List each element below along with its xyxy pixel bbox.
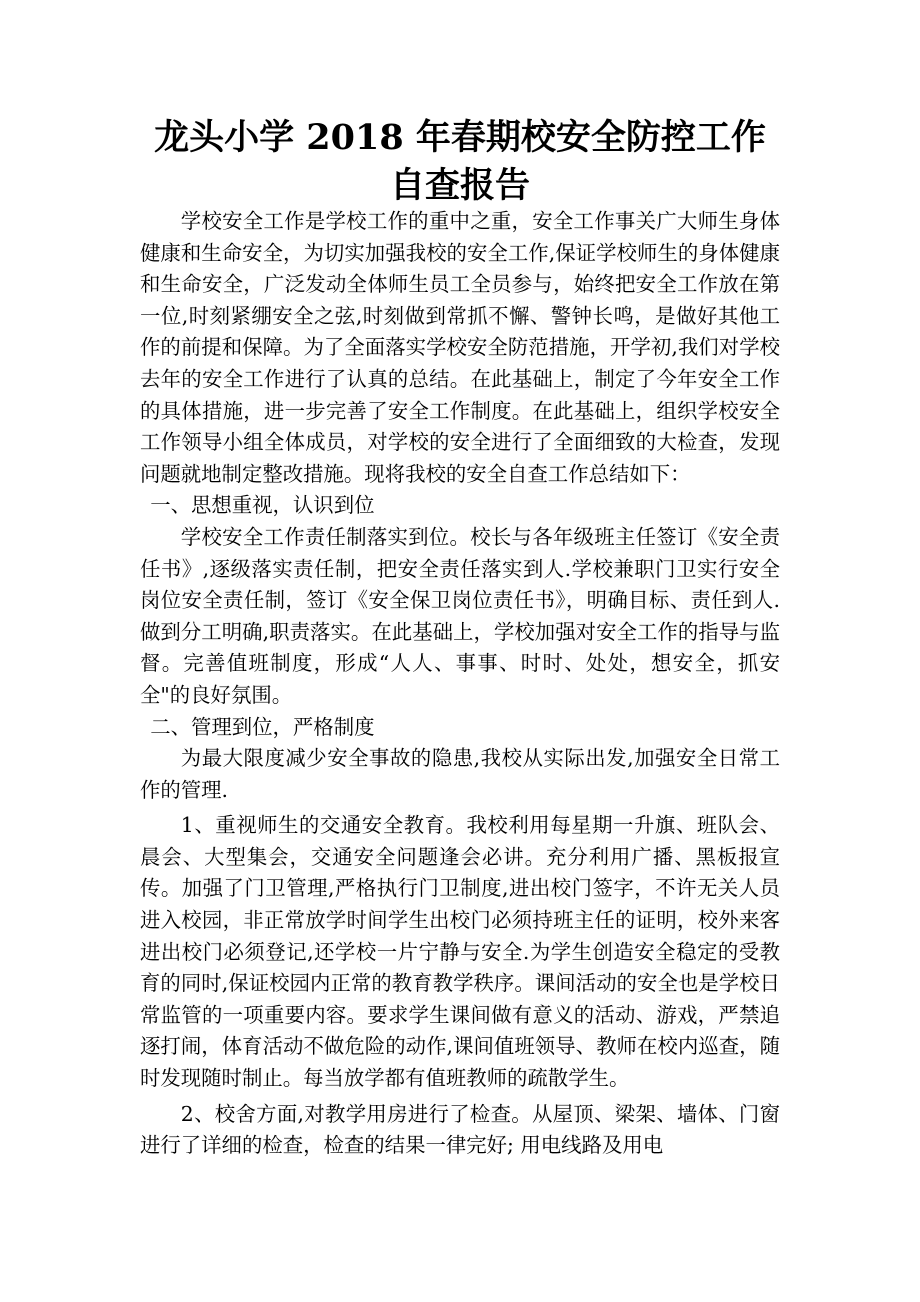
section-heading-2: 二、管理到位，严格制度 — [150, 714, 375, 739]
intro-paragraph: 学校安全工作是学校工作的重中之重，安全工作事关广大师生身体健康和生命安全，为切实加强我校的安全工作,保证学校师生的身体健康和生命安全，广泛发动全体师生员工全员参与，始终把安全工作放在第一位,时刻紧绷安全之弦,时刻做到常抓不懈、警钟长鸣，是做好其他工作的前提和保障。为了全面落实学校安全防范措施，开学初,我们对学校去年的安全工作进行了认真的总结。在此基础上，制定了今年安全工作的具体措施，进一步完善了安全工作制度。在此基础上，组织学校安全工作领导小组全体成员，对学校的安全进行了全面细致的大检查，发现问题就地制定整改措施。现将我校的安全自查工作总结如下： — [140, 209, 780, 486]
numbered-paragraph-2: 2、校舍方面,对教学用房进行了检查。从屋顶、梁架、墙体、门窗进行了详细的检查，检查的结果一律完好; 用电线路及用电 — [140, 1101, 780, 1158]
document-title-line-1: 龙头小学 2018 年春期校安全防控工作 — [154, 117, 766, 158]
numbered-paragraph-1: 1、重视师生的交通安全教育。我校利用每星期一升旗、班队会、晨会、大型集会，交通安全问题逢会必讲。充分利用广播、黑板报宣传。加强了门卫管理,严格执行门卫制度,进出校门签字，不许无关人员进入校园，非正常放学时间学生出校门必须持班主任的证明，校外来客进出校门必须登记,还学校一片宁静与安全.为学生创造安全稳定的受教育的同时,保证校园内正常的教育教学秩序。课间活动的安全也是学校日常监管的一项重要内容。要求学生课间做有意义的活动、游戏，严禁追逐打闹，体育活动不做危险的动作,课间值班领导、教师在校内巡查，随时发现随时制止。每当放学都有值班教师的疏散学生。 — [140, 813, 780, 1091]
section-heading-1: 一、思想重视，认识到位 — [150, 493, 375, 518]
document-title-line-2: 自查报告 — [389, 165, 530, 206]
body-paragraph: 学校安全工作责任制落实到位。校长与各年级班主任签订《安全责任书》,逐级落实责任制，把安全责任落实到人.学校兼职门卫实行安全岗位安全责任制，签订《安全保卫岗位责任书》，明确目标、责任到人.做到分工明确,职责落实。在此基础上，学校加强对安全工作的指导与监督。完善值班制度，形成“人人、事事、时时、处处，想安全，抓安全"的良好氛围。 — [140, 524, 780, 707]
body-paragraph: 为最大限度减少安全事故的隐患,我校从实际出发,加强安全日常工作的管理. — [140, 746, 780, 802]
document-body — [140, 206, 780, 1162]
